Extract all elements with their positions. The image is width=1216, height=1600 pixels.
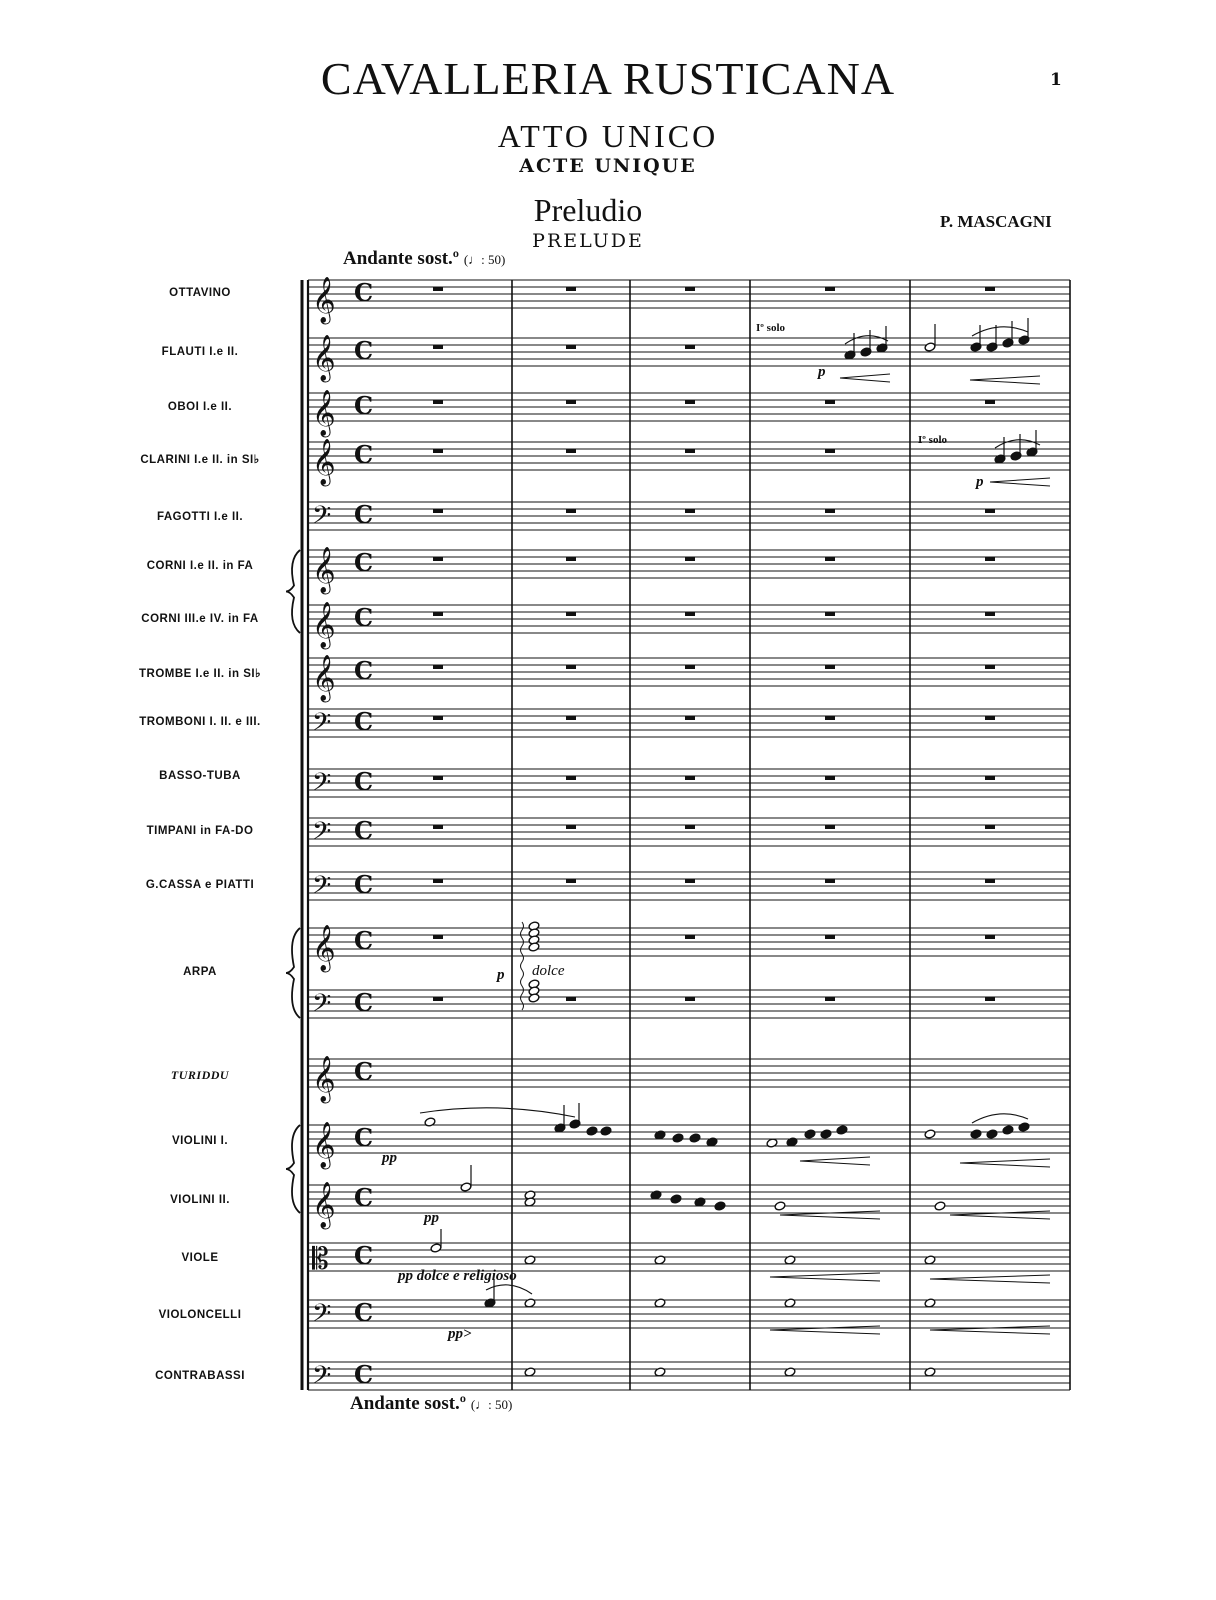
instrument-label-clarini: CLARINI I.e II. in SI♭ [140,454,260,466]
note-head [586,1126,598,1136]
brace [286,550,300,633]
time-signature: C [354,988,374,1017]
whole-rest [985,400,995,404]
instrument-label-gran-cassa: G.CASSA e PIATTI [145,879,255,891]
whole-rest [985,665,995,669]
hairpin-line [990,482,1050,486]
note-head [774,1201,786,1211]
act-title: ATTO UNICO [497,118,719,154]
whole-rest [685,449,695,453]
clef-symbol: 𝄞 [312,335,336,381]
clef-symbol: 𝄢 [312,1299,332,1334]
note-head [1002,1125,1014,1135]
time-signature: C [354,1298,374,1327]
whole-rest [985,716,995,720]
whole-rest [433,400,443,404]
whole-rest [985,509,995,513]
whole-rest [985,612,995,616]
page-number: 1 [1050,70,1062,90]
dynamic-pp-violini-1: pp [382,1150,397,1166]
whole-rest [985,825,995,829]
whole-rest [985,557,995,561]
instrument-label-arpa: ARPA [183,966,217,978]
time-signature: C [354,1183,374,1212]
section-title-french: PRELUDE [532,230,644,252]
whole-rest [685,935,695,939]
hairpin-line [970,376,1040,380]
hairpin-line [960,1159,1050,1163]
whole-rest [825,665,835,669]
whole-rest [685,997,695,1001]
clef-symbol: 𝄞 [312,547,336,593]
whole-rest [566,449,576,453]
staff-lines [308,280,1070,1390]
note-head [714,1201,726,1211]
note-head [924,342,936,352]
hairpin-line [800,1161,870,1165]
whole-rest [825,400,835,404]
hairpin-line [770,1330,880,1334]
whole-rest [825,449,835,453]
whole-rest [825,287,835,291]
tempo-text: Andante sost.º [343,248,460,269]
whole-rest [566,287,576,291]
note-head [924,1129,936,1139]
notes [420,318,1050,1377]
whole-rest [566,879,576,883]
note-head [430,1243,442,1253]
clef-symbol: 𝄞 [312,655,336,701]
whole-rest [433,716,443,720]
clef-symbol: 𝄞 [312,439,336,485]
clef-symbol: 𝄞 [312,1182,336,1228]
whole-rest [685,509,695,513]
instrument-label-violini-2: VIOLINI II. [170,1194,230,1206]
whole-rest [433,287,443,291]
whole-rest [685,287,695,291]
whole-rest [985,287,995,291]
solo-marking-clarini: Iº solo [918,434,947,446]
solo-marking-flauti: Iº solo [756,322,785,334]
whole-rest [685,665,695,669]
instrument-label-ottavino: OTTAVINO [169,287,231,299]
note-head [820,1129,832,1139]
time-signature: C [354,500,374,529]
instrument-label-trombe: TROMBE I.e II. in SI♭ [139,668,261,680]
note-head [934,1201,946,1211]
time-signature: C [354,870,374,899]
brackets [286,550,300,1213]
dynamic-p-flauti: p [818,364,826,380]
hairpin-line [930,1330,1050,1334]
composer-name: P. MASCAGNI [940,212,1052,231]
instrument-label-fagotti: FAGOTTI I.e II. [156,511,244,523]
hairpin-line [800,1157,870,1161]
act-title-french: ACTE UNIQUE [519,155,697,177]
section-title: Preludio [533,192,643,228]
whole-rest [685,879,695,883]
note-head [600,1126,612,1136]
clef-symbol: 𝄢 [312,1361,332,1396]
slur [420,1108,575,1117]
slur [486,1285,532,1294]
whole-rest [685,825,695,829]
time-signature: C [354,656,374,685]
time-signature: C [354,1123,374,1152]
whole-rest [566,345,576,349]
time-signature: C [354,603,374,632]
clef-symbol: 𝄞 [312,1122,336,1168]
whole-rest [433,997,443,1001]
whole-rest [685,345,695,349]
whole-rest [825,776,835,780]
note-head [836,1125,848,1135]
whole-rest [685,612,695,616]
hairpin-line [770,1277,880,1281]
time-signature: C [354,391,374,420]
whole-rest [985,776,995,780]
note-head [670,1194,682,1204]
whole-rest [566,665,576,669]
whole-rest [825,997,835,1001]
clef-symbol: 𝄞 [312,277,336,323]
dynamic-pp-violini-2: pp [424,1210,439,1226]
whole-rest [685,557,695,561]
hairpin-line [950,1215,1050,1219]
whole-rest [433,612,443,616]
whole-rest [825,509,835,513]
whole-rest [433,557,443,561]
clef-symbol: 𝄢 [312,817,332,852]
clef-symbol: 𝄢 [312,989,332,1024]
hairpin-line [840,374,890,378]
dolce-e-religioso-marking: pp dolce e religioso [398,1268,517,1284]
whole-rest [433,449,443,453]
instrument-label-basso-tuba: BASSO-TUBA [159,770,241,782]
dolce-marking-arpa: dolce [532,963,565,979]
whole-rest [825,879,835,883]
time-signature: C [354,278,374,307]
slur [972,1114,1028,1123]
instrument-label-viole: VIOLE [181,1252,219,1264]
whole-rest [566,400,576,404]
instrument-label-timpani: TIMPANI in FA-DO [146,825,254,837]
whole-rest [566,557,576,561]
whole-rest [566,716,576,720]
instrument-label-turiddu: TURIDDU [170,1068,230,1082]
clef-symbol: 𝄞 [312,925,336,971]
dynamic-p-arpa: p [497,967,505,983]
slur [845,336,888,344]
whole-rest [685,716,695,720]
note-head [1018,1122,1030,1132]
clef-symbol: 𝄞 [312,602,336,648]
brace [286,928,300,1018]
whole-rest [985,997,995,1001]
clef-symbol: 𝄡 [312,1242,329,1277]
note-head [970,1129,982,1139]
whole-rest [433,665,443,669]
note-head [804,1129,816,1139]
whole-rest [566,509,576,513]
hairpin-line [930,1275,1050,1279]
whole-rest [433,879,443,883]
note-head [460,1182,472,1192]
score-title: CAVALLERIA RUSTICANA [320,53,896,104]
instrument-label-oboi: OBOI I.e II. [167,401,233,413]
whole-rest [566,825,576,829]
hairpin-line [960,1163,1050,1167]
time-signature: C [354,1241,374,1270]
whole-rest [825,612,835,616]
clef-symbol: 𝄞 [312,390,336,436]
instrument-label-corni-1-2: CORNI I.e II. in FA [146,560,254,572]
hairpin-line [780,1215,880,1219]
whole-rest [825,935,835,939]
note-head [689,1133,701,1143]
clef-symbol: 𝄢 [312,768,332,803]
metronome-mark: (♩: 50) [470,1397,513,1412]
hairpin-line [990,478,1050,482]
whole-rest [825,825,835,829]
hairpin-line [840,378,890,382]
whole-rest [433,509,443,513]
time-signature: C [354,816,374,845]
time-signature: C [354,1360,374,1389]
whole-rest [566,776,576,780]
whole-rest [566,997,576,1001]
whole-rest [685,776,695,780]
whole-rest [433,825,443,829]
brace [286,1125,300,1213]
clef-symbol: 𝄢 [312,501,332,536]
metronome-mark: (♩: 50) [463,252,506,267]
time-signature: C [354,336,374,365]
whole-rest [825,716,835,720]
dynamic-pp-violoncelli: pp> [448,1326,472,1342]
whole-rest [985,935,995,939]
time-signature: C [354,440,374,469]
instrument-label-violini-1: VIOLINI I. [171,1135,229,1147]
slur [995,440,1040,448]
note-head [986,1129,998,1139]
tempo-text: Andante sost.º [350,1393,467,1414]
hairpin-line [930,1279,1050,1283]
barlines [302,280,1070,1390]
whole-rest [566,612,576,616]
clefs [312,277,373,1396]
time-signature: C [354,767,374,796]
whole-rest [433,776,443,780]
time-signature: C [354,548,374,577]
instrument-label-tromboni: TROMBONI I. II. e III. [139,716,261,728]
instrument-label-violoncelli: VIOLONCELLI [158,1309,242,1321]
whole-rest [433,935,443,939]
whole-rest [433,345,443,349]
clef-symbol: 𝄢 [312,871,332,906]
whole-rest [685,400,695,404]
instrument-label-corni-3-4: CORNI III.e IV. in FA [141,613,259,625]
time-signature: C [354,1057,374,1086]
hairpin-line [970,380,1040,384]
clef-symbol: 𝄢 [312,708,332,743]
time-signature: C [354,707,374,736]
note-head [672,1133,684,1143]
hairpin-line [770,1273,880,1277]
whole-rest [825,557,835,561]
time-signature: C [354,926,374,955]
whole-rest [985,879,995,883]
instrument-label-flauti: FLAUTI I.e II. [161,346,239,358]
note-head [424,1117,436,1127]
clef-symbol: 𝄞 [312,1056,336,1102]
instrument-label-contrabassi: CONTRABASSI [155,1370,245,1382]
dynamic-p-clarini: p [976,474,984,490]
